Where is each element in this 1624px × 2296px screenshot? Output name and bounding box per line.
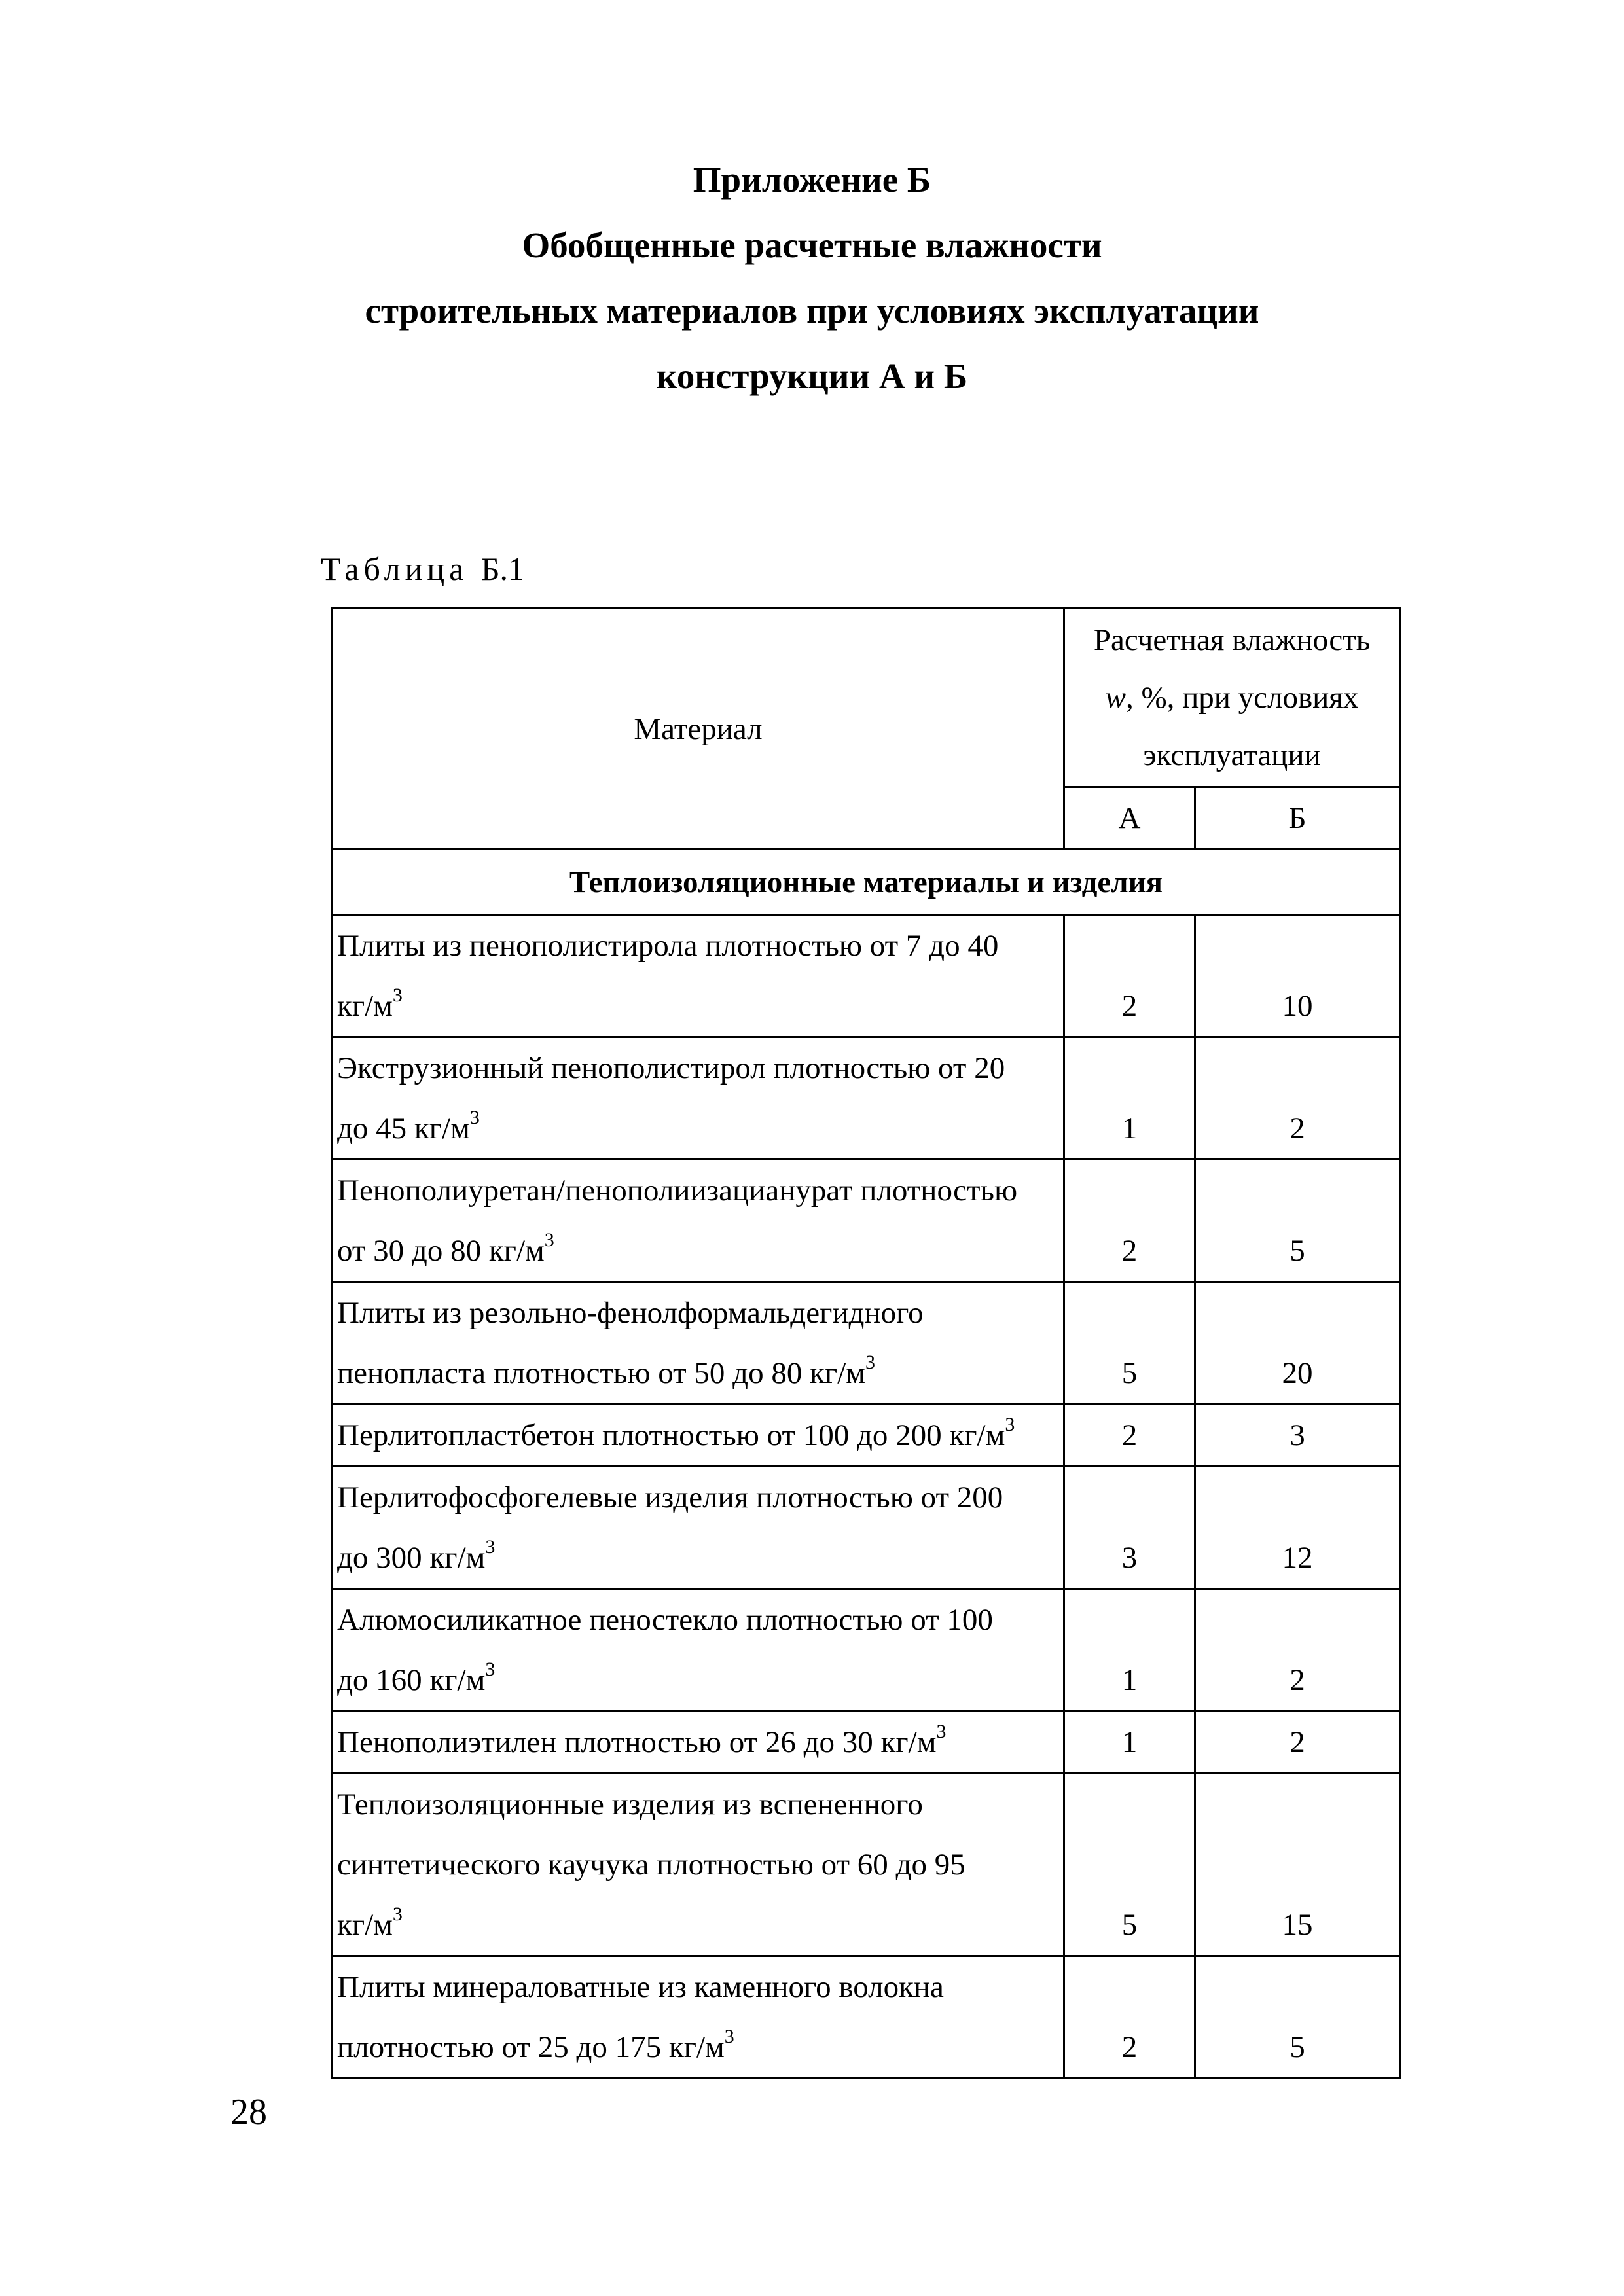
table-row — [333, 1774, 1400, 1956]
material-name: Перлитофосфогелевые изделия плотностью от 200 до 300 $кг/м^3$ — [333, 1467, 1064, 1589]
table-caption-label: Таблица — [321, 550, 469, 587]
table-row — [333, 1282, 1400, 1405]
value-b: 5 — [1195, 1956, 1400, 2079]
table-row — [333, 1712, 1400, 1774]
value-a: 2 — [1064, 1956, 1195, 2079]
value-b: 2 — [1195, 1712, 1400, 1774]
material-name: Теплоизоляционные изделия из вспененного синтетического каучука плотностью от 60 до 95 $кг/м^3$ — [333, 1774, 1064, 1956]
heading-line-2: Обобщенные расчетные влажности — [522, 225, 1102, 265]
header-material: Материал — [333, 609, 1064, 850]
table-row — [333, 1589, 1400, 1712]
value-a: 5 — [1064, 1774, 1195, 1956]
header-humidity — [1064, 609, 1400, 787]
value-b: 10 — [1195, 915, 1400, 1037]
value-a: 2 — [1064, 915, 1195, 1037]
material-name: Алюмосиликатное пеностекло плотностью от 100 до 160 $кг/м^3$ — [333, 1589, 1064, 1712]
heading-line-3: строительных материалов при условиях эксплуатации — [365, 291, 1259, 331]
appendix-heading — [0, 147, 1624, 409]
value-a: 3 — [1064, 1467, 1195, 1589]
header-col-a: А — [1064, 787, 1195, 850]
value-a: 5 — [1064, 1282, 1195, 1405]
page-number: 28 — [230, 2092, 267, 2132]
table-row — [333, 1405, 1400, 1467]
value-a: 1 — [1064, 1589, 1195, 1712]
value-b: 20 — [1195, 1282, 1400, 1405]
value-b: 2 — [1195, 1037, 1400, 1160]
value-a: 2 — [1064, 1405, 1195, 1467]
value-b: 3 — [1195, 1405, 1400, 1467]
value-b: 5 — [1195, 1160, 1400, 1282]
value-b: 2 — [1195, 1589, 1400, 1712]
heading-line-4: конструкции А и Б — [656, 356, 968, 396]
table-caption-number: Б.1 — [480, 550, 525, 587]
appendix-title: Приложение Б — [693, 160, 931, 200]
value-b: 15 — [1195, 1774, 1400, 1956]
header-humidity-line2: , %, при условиях — [1125, 681, 1359, 715]
value-a: 2 — [1064, 1160, 1195, 1282]
material-name: Пенополиэтилен плотностью от 26 до 30 $кг/м^3$ — [333, 1712, 1064, 1774]
value-b: 12 — [1195, 1467, 1400, 1589]
material-name: Перлитопластбетон плотностью от 100 до 200 $кг/м^3$ — [333, 1405, 1064, 1467]
material-name: Плиты из резольно-фенолформальдегидного пенопласта плотностью от 50 до 80 $кг/м^3$ — [333, 1282, 1064, 1405]
material-name: Плиты минераловатные из каменного волокна плотностью от 25 до 175 $кг/м^3$ — [333, 1956, 1064, 2079]
table-row — [333, 1956, 1400, 2079]
value-a: 1 — [1064, 1712, 1195, 1774]
header-humidity-line3: эксплуатации — [1143, 738, 1321, 772]
header-humidity-var: w — [1105, 681, 1126, 715]
humidity-table — [331, 607, 1401, 2079]
material-name: Пенополиуретан/пенополиизацианурат плотностью от 30 до 80 $кг/м^3$ — [333, 1160, 1064, 1282]
section-title: Теплоизоляционные материалы и изделия — [333, 850, 1400, 915]
material-name: Плиты из пенополистирола плотностью от 7 до 40 $кг/м^3$ — [333, 915, 1064, 1037]
header-humidity-line1: Расчетная влажность — [1093, 623, 1371, 657]
header-col-b: Б — [1195, 787, 1400, 850]
material-name: Экструзионный пенополистирол плотностью от 20 до 45 $кг/м^3$ — [333, 1037, 1064, 1160]
table-row — [333, 1160, 1400, 1282]
table-row — [333, 1037, 1400, 1160]
table-caption — [321, 550, 524, 588]
table-row — [333, 1467, 1400, 1589]
value-a: 1 — [1064, 1037, 1195, 1160]
table-row — [333, 915, 1400, 1037]
